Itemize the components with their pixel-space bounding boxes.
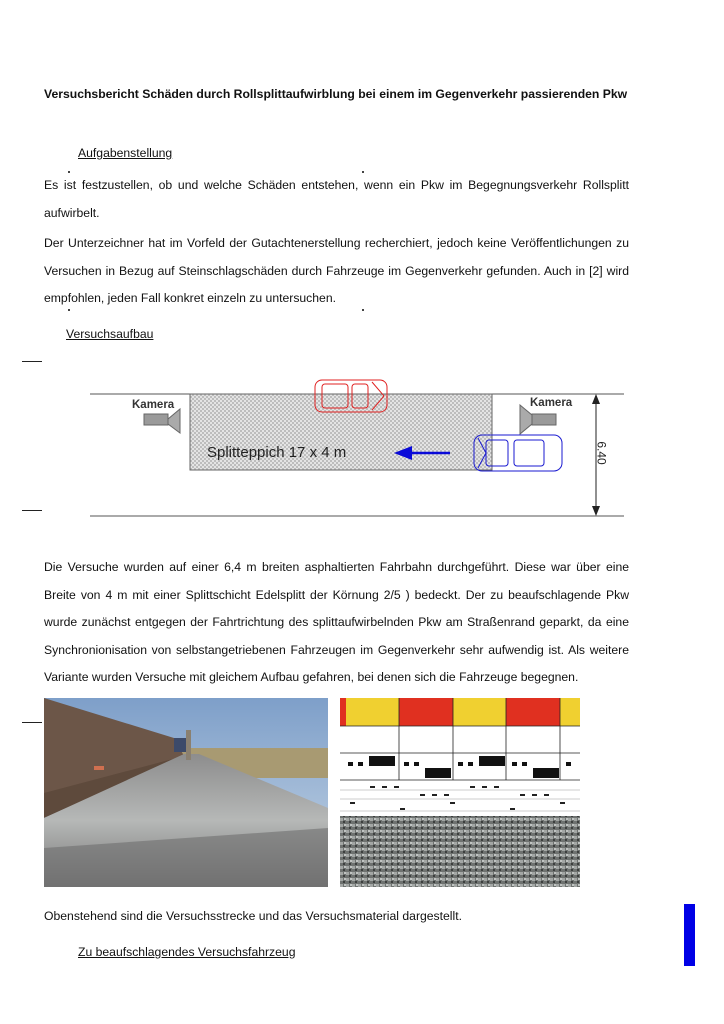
margin-mark — [22, 361, 42, 362]
heading-setup: Versuchsaufbau — [66, 327, 154, 341]
heading-task: Aufgabenstellung — [78, 146, 173, 160]
tab-marker — [362, 309, 364, 311]
photo-grit-material — [340, 698, 580, 887]
camera-left-label: Kamera — [132, 399, 175, 411]
change-bar-marker — [684, 904, 695, 966]
photo-caption: Obenstehend sind die Versuchsstrecke und das Versuchsmaterial dargestellt. — [44, 909, 462, 923]
task-paragraph-2: Der Unterzeichner hat im Vorfeld der Gutachtenerstellung recherchiert, jedoch keine Veröffentlichungen zu Versuchen in Bezug auf Steinschlagschäden durch Fahrzeuge im Gegenverkehr gefunden. Auch in [2] wird empfohlen, jeden Fall konkret einzeln zu untersuchen. — [44, 236, 629, 305]
camera-right-icon — [520, 405, 556, 434]
heading-vehicle: Zu beaufschlagendes Versuchsfahrzeug — [78, 945, 296, 959]
margin-mark — [22, 510, 42, 511]
width-dimension-label: 6.40 — [594, 441, 609, 465]
carpet-label: Splitteppich 17 x 4 m — [207, 444, 347, 461]
photo-test-track — [44, 698, 328, 887]
tab-marker — [68, 309, 70, 311]
margin-mark — [22, 722, 42, 723]
diagram-svg — [90, 372, 630, 522]
task-paragraph-1: Es ist festzustellen, ob und welche Schäden entstehen, wenn ein Pkw im Begegnungsverkehr Rollsplitt aufwirbelt. — [44, 178, 629, 220]
test-setup-diagram — [90, 372, 630, 522]
camera-right-label: Kamera — [530, 397, 573, 409]
document-title: Versuchsbericht Schäden durch Rollsplittaufwirblung bei einem im Gegenverkehr passierenden Pkw — [44, 87, 628, 101]
camera-left-icon — [144, 409, 180, 433]
setup-paragraph: Die Versuche wurden auf einer 6,4 m breiten asphaltierten Fahrbahn durchgeführt. Diese war über eine Breite von 4 m mit einer Splittschicht Edelsplitt der Körnung 2/5 ) bedeckt. Der zu beaufschlagende Pkw wurde zunächst entgegen der Fahrtrichtung des splittaufwirbelnden Pkw am Straßenrand geparkt, da eine Synchronionisation von selbstangetriebenen Fahrzeugen im Gegenverkehr sehr aufwendig ist. Als weitere Variante wurden Versuche mit gleichem Aufbau gefahren, bei denen sich die Fahrzeuge begegnen. — [44, 560, 629, 684]
